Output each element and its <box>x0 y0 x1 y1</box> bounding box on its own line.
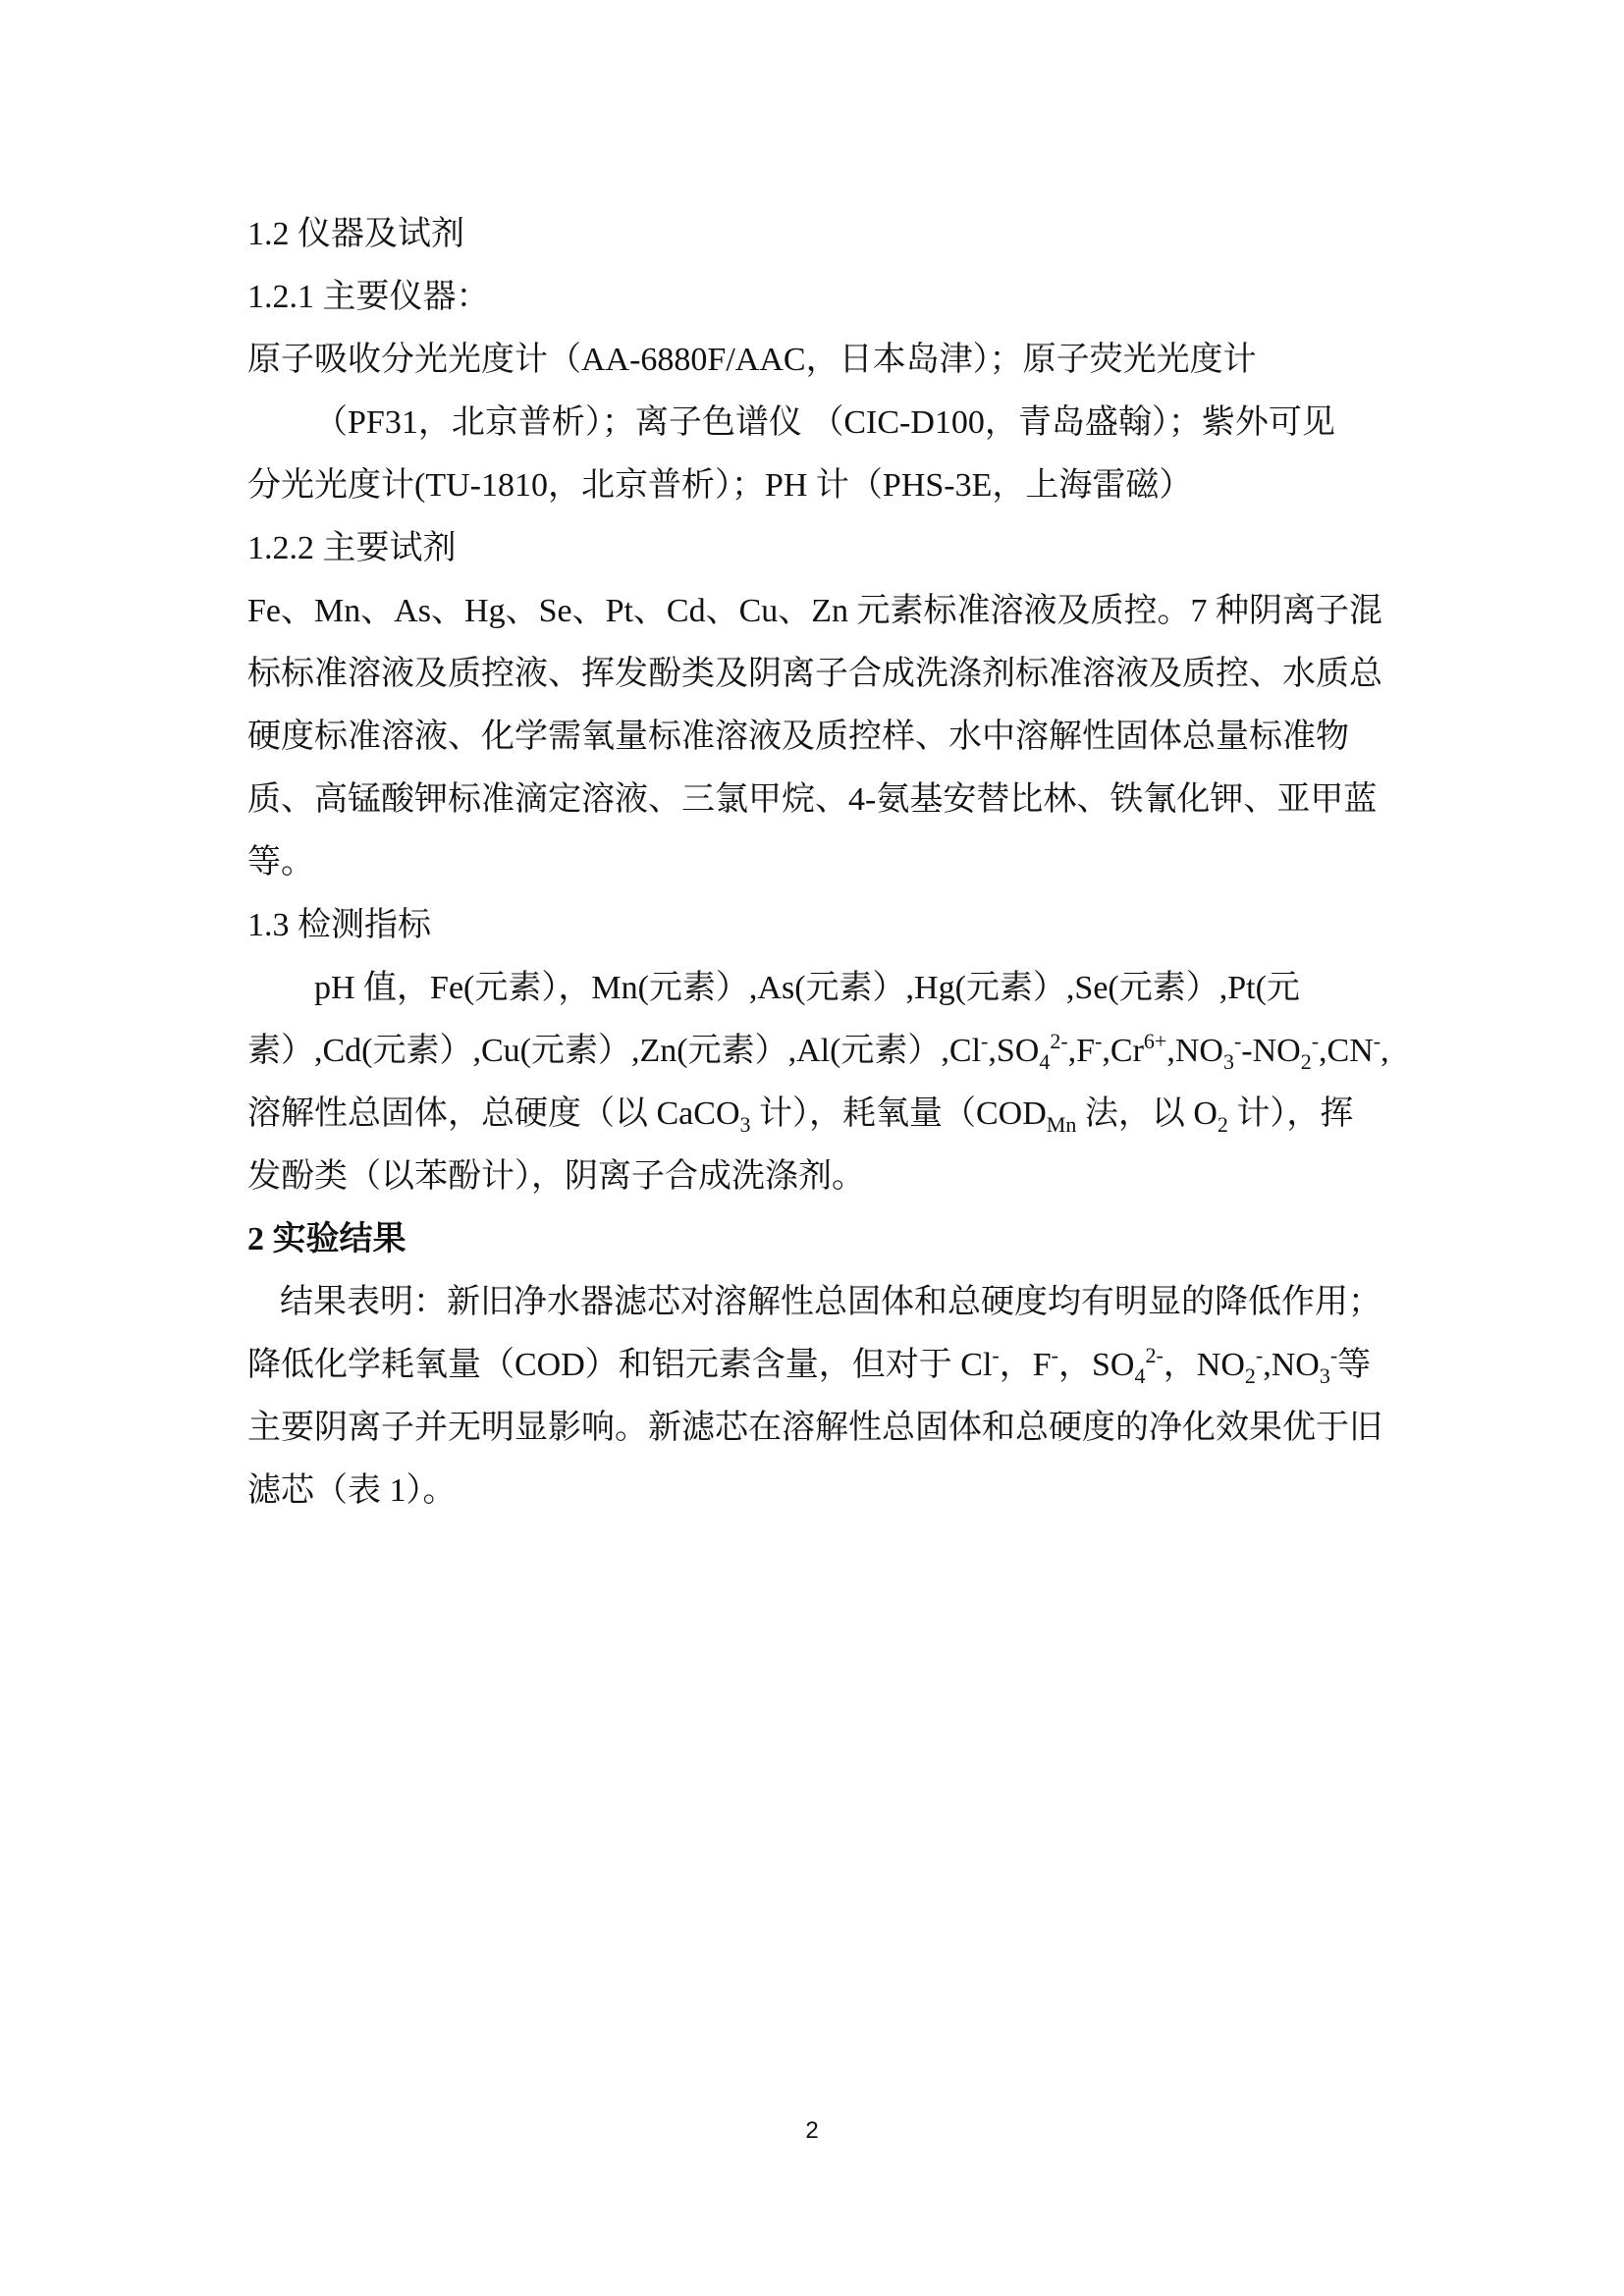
section-heading-1-2-1: 1.2.1 主要仪器： <box>247 279 490 315</box>
reagents-line-3: 硬度标准溶液、化学需氧量标准溶液及质控样、水中溶解性固体总量标准物 <box>247 719 1349 755</box>
results-line-2: 降低化学耗氧量（COD）和铝元素含量，但对于 Cl-，F-，$SO_4^{2-}$，$NO_2^-,NO_3^-$等 <box>247 1343 1372 1388</box>
results-line-3: 主要阴离子并无明显影响。新滤芯在溶解性总固体和总硬度的净化效果优于旧 <box>247 1410 1382 1446</box>
reagents-line-5: 等。 <box>247 844 314 881</box>
page-number: 2 <box>805 2117 819 2144</box>
section-heading-1-2-2: 1.2.2 主要试剂 <box>247 530 457 566</box>
indicators-line-1: pH 值，Fe(元素），Mn(元素）,As(元素）,Hg(元素）,Se(元素）,Pt(元 <box>314 970 1300 1006</box>
reagents-line-2: 标标准溶液及质控液、挥发酚类及阴离子合成洗涤剂标准溶液及质控、水质总 <box>247 656 1382 692</box>
indicators-line-3: 溶解性总固体，总硬度（以 CaCO$_3$ 计），耗氧量（$COD_{Mn}$ 法，以 $O_2$ 计），挥 <box>247 1095 1354 1137</box>
section-heading-1-3: 1.3 检测指标 <box>247 907 431 943</box>
instruments-line-2: （PF31，北京普析）；离子色谱仪 （CIC-D100，青岛盛翰）；紫外可见 <box>314 404 1335 441</box>
indicators-line-2: 素）,Cd(元素）,Cu(元素）,Zn(元素）,Al(元素）$,Cl^-,SO_4^{2-},F^-,Cr^{6+},NO_3^--NO_2^-,CN^-$, <box>247 1029 1389 1074</box>
indicators-line-4: 发酚类（以苯酚计），阴离子合成洗涤剂。 <box>247 1158 865 1195</box>
section-heading-1-2: 1.2 仪器及试剂 <box>247 216 464 252</box>
results-line-4: 滤芯（表 1）。 <box>247 1472 457 1509</box>
section-heading-2: 2 实验结果 <box>247 1221 406 1257</box>
instruments-line-1: 原子吸收分光光度计（AA-6880F/AAC，日本岛津）；原子荧光光度计 <box>247 342 1257 378</box>
results-line-1: 结果表明：新旧净水器滤芯对溶解性总固体和总硬度均有明显的降低作用； <box>280 1284 1381 1320</box>
reagents-line-4: 质、高锰酸钾标准滴定溶液、三氯甲烷、4-氨基安替比林、铁氰化钾、亚甲蓝 <box>247 781 1378 818</box>
reagents-line-1: Fe、Mn、As、Hg、Se、Pt、Cd、Cu、Zn 元素标准溶液及质控。7 种阴离子混 <box>247 593 1383 629</box>
instruments-line-3: 分光光度计(TU-1810，北京普析）；PH 计（PHS-3E，上海雷磁） <box>247 467 1193 504</box>
